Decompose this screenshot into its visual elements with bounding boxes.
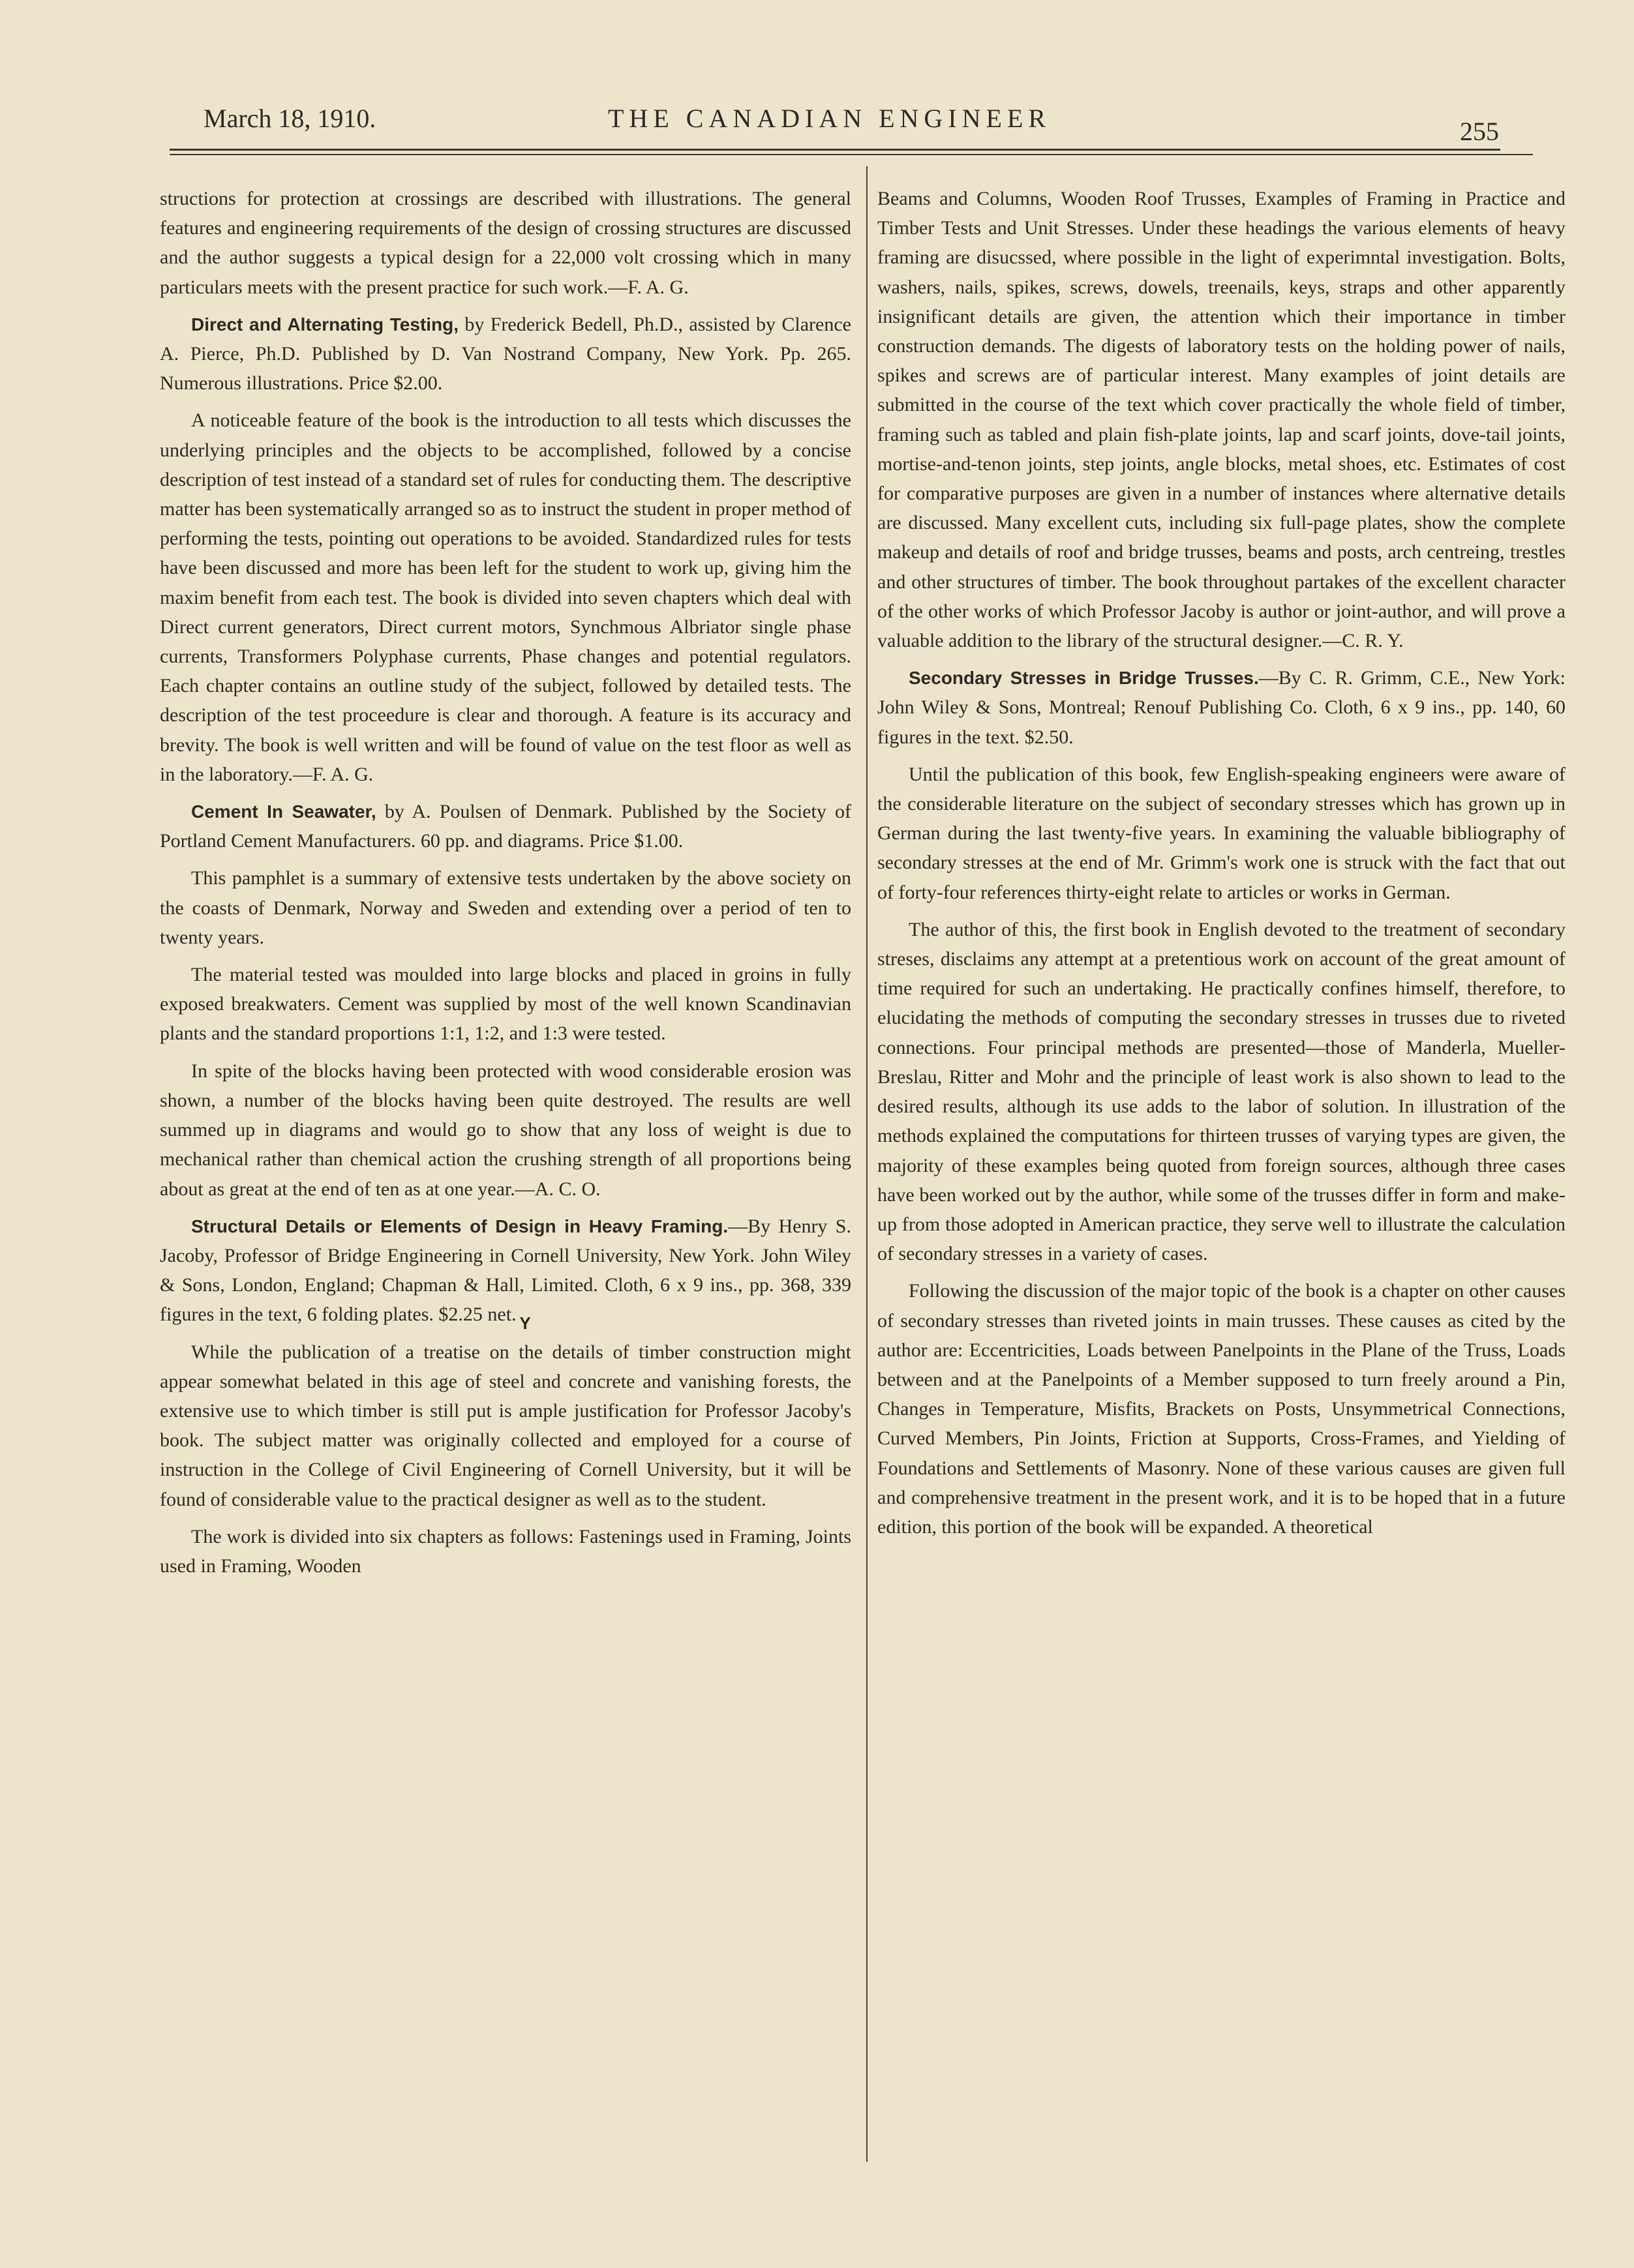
page-number: 255 (1460, 117, 1499, 146)
paragraph: The material tested was moulded into large blocks and placed in groins in fully exposed breakwaters. Cement was supplied by most of the well known Scandinavian plants and the standard proportions 1:1, 1:2, and 1:3 were tested. (160, 964, 851, 1045)
review-citation: by Frederick Bedell, Ph.D., assisted by Clarence A. Pierce, Ph.D. Published by D. Van Nostrand Company, New York. Pp. 265. Numerous illustrations. Price $2.00. (160, 313, 851, 395)
review-title: Secondary Stresses in Bridge Trusses. (909, 668, 1259, 689)
paragraph: The work is divided into six chapters as follows: Fastenings used in Framing, Joints used in Framing, Wooden (160, 1525, 851, 1577)
review-citation: —By C. R. Grimm, C.E., New York: John Wiley & Sons, Montreal; Renouf Publishing Co. Cloth, 6 x 9 ins., pp. 140, 60 figures in the text. $2.50. (877, 667, 1566, 748)
left-column (160, 184, 851, 1589)
review-title: Direct and Alternating Testing, (191, 314, 459, 335)
review-heading-direct-alternating (160, 310, 851, 398)
review-heading-secondary-stresses (877, 663, 1566, 752)
paragraph: Following the discussion of the major topic of the book is a chapter on other causes of secondary stresses than riveted joints in main trusses. These causes as cited by the author are: Eccentricities, Loads between Panelpoints in the Plane of the Truss, Loads between and at the Panelpoints of a Member supposed to turn freely around a Pin, Changes in Temperature, Misfits, Brackets on Posts, Unsymmetrical Connections, Curved Members, Pin Joints, Friction at Supports, Cross-Frames, and Yielding of Foundations and Settlements of Masonry. None of these various causes are given full and comprehensive treatment in the present work, and it is to be hoped that in a future edition, this portion of the book will be expanded. A theoretical (877, 1280, 1566, 1538)
page-header (204, 103, 1499, 146)
review-title: Structural Details or Elements of Design in Heavy Framing. (191, 1216, 729, 1236)
issue-date: March 18, 1910. (204, 104, 376, 133)
paragraph: Beams and Columns, Wooden Roof Trusses, Examples of Framing in Practice and Timber Tests and Unit Stresses. Under these headings the various elements of heavy framing are disucssed, where possible in the light of experimntal investigation. Bolts, washers, nails, spikes, screws, dowels, treenails, keys, straps and other apparently insignificant details are given, the attention which their importance in timber construction demands. The digests of laboratory tests on the holding power of nails, spikes and screws are of particular interest. Many examples of joint details are submitted in the course of the text which cover practically the whole field of timber, framing such as tabled and plain fish-plate joints, lap and scarf joints, dove-tail joints, mortise-and-tenon joints, step joints, angle blocks, metal shoes, etc. Estimates of cost for comparative purposes are given in a number of instances where alternative details are discussed. Many excellent cuts, including six full-page plates, show the complete makeup and details of roof and bridge trusses, beams and posts, arch centreing, trestles and other structures of timber. The book throughout partakes of the excellent character of the other works of which Professor Jacoby is author or joint-author, and will prove a valuable addition to the library of the structural designer.—C. R. Y. (877, 188, 1566, 652)
review-citation: —By Henry S. Jacoby, Professor of Bridge Engineering in Cornell University, New York. John Wiley & Sons, London, England; Chapman & Hall, Limited. Cloth, 6 x 9 ins., pp. 368, 339 figures in the text, 6 folding plates. $2.25 net. (160, 1215, 851, 1326)
paragraph: In spite of the blocks having been protected with wood considerable erosion was shown, a number of the blocks having been quite destroyed. The results are well summed up in diagrams and would go to show that any loss of weight is due to mechanical rather than chemical action the crushing strength of all proportions being about as great at the end of ten as at one year.—A. C. O. (160, 1060, 851, 1200)
header-rule-bottom (170, 154, 1533, 155)
journal-title: THE CANADIAN ENGINEER (608, 104, 1052, 133)
paragraph: While the publication of a treatise on the details of timber construction might appear somewhat belated in this age of steel and concrete and vanishing forests, the extensive use to which timber is still put is ample justification for Professor Jacoby's book. The subject matter was originally collected and employed for a course of instruction in the College of Civil Engineering of Cornell University, but it will be found of considerable value to the practical designer as well as to the student. (160, 1341, 851, 1510)
paragraph: The author of this, the first book in English devoted to the treatment of secondary streses, disclaims any attempt at a pretentious work on account of the great amount of time required for such an undertaking. He practically confines himself, therefore, to elucidating the methods of computing the secondary stresses in trusses due to riveted connections. Four principal methods are presented—those of Manderla, Mueller-Breslau, Ritter and Mohr and the principle of least work is also shown to lead to the desired results, although its use adds to the labor of solution. In illustration of the methods explained the computations for thirteen trusses of varying types are given, the majority of these examples being quoted from foreign sources, although three cases have been worked out by the author, while some of the trusses differ in form and make-up from those adopted in American practice, they serve well to illustrate the calculation of secondary stresses in a variety of cases. (877, 918, 1566, 1265)
paragraph: A noticeable feature of the book is the introduction to all tests which discusses the underlying principles and the objects to be accomplished, followed by a concise description of test instead of a standard set of rules for conducting them. The descriptive matter has been systematically arranged so as to instruct the student in proper method of performing the tests, pointing out operations to be avoided. Standardized rules for tests have been discussed and more has been left for the student to work up, giving him the maxim benefit from each test. The book is divided into seven chapters which deal with Direct current generators, Direct current motors, Synchmous Albriator single phase currents, Transformers Polyphase currents, Phase changes and potential regulators. Each chapter contains an outline study of the subject, followed by detailed tests. The description of the test proceedure is clear and thorough. A feature is its accuracy and brevity. The book is well written and will be found of value on the test floor as well as in the laboratory.—F. A. G. (160, 410, 851, 785)
editor-mark: Y (519, 1313, 531, 1333)
review-title: Cement In Seawater, (191, 801, 376, 822)
header-rule-top (170, 149, 1500, 151)
paragraph: Until the publication of this book, few English-speaking engineers were aware of the considerable literature on the subject of secondary stresses which has grown up in German during the last twenty-five years. In examining the valuable bibliography of secondary stresses at the end of Mr. Grimm's work one is struck with the fact that out of forty-four references thirty-eight relate to articles or works in German. (877, 763, 1566, 903)
paragraph: structions for protection at crossings are described with illustrations. The general features and engineering requirements of the design of crossing structures are discussed and the author suggests a typical design for a 22,000 volt crossing which in many particulars meets with the present practice for such work.—F. A. G. (160, 188, 851, 298)
review-heading-cement-seawater (160, 797, 851, 856)
right-column (877, 184, 1566, 1549)
column-divider (866, 166, 868, 2162)
paragraph: This pamphlet is a summary of extensive tests undertaken by the above society on the coasts of Denmark, Norway and Sweden and extending over a period of ten to twenty years. (160, 867, 851, 948)
review-citation: by A. Poulsen of Denmark. Published by the Society of Portland Cement Manufacturers. 60 pp. and diagrams. Price $1.00. (160, 801, 851, 852)
